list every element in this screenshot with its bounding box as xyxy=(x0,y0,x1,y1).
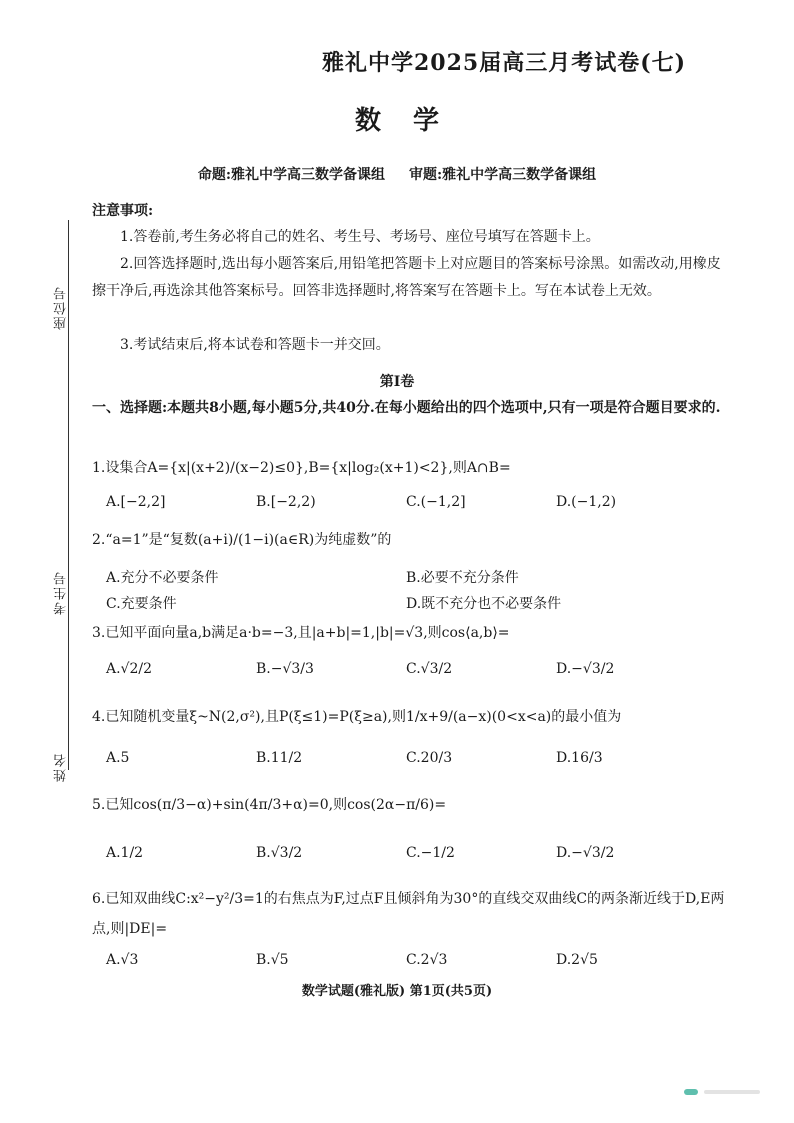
question-3: 3.已知平面向量a,b满足a·b=−3,且|a+b|=1,|b|=√3,则cos⟨a,b⟩= xyxy=(92,625,510,641)
section-heading: 一、选择题:本题共8小题,每小题5分,共40分.在每小题给出的四个选项中,只有一项是符合题目要求的. xyxy=(92,400,721,416)
option-d: D.−√3/2 xyxy=(556,845,615,861)
watermark-mark xyxy=(684,1089,698,1095)
option-a: A.√2/2 xyxy=(106,661,153,677)
question-6: 6.已知双曲线C:x²−y²/3=1的右焦点为F,过点F且倾斜角为30°的直线交双曲线C的两条渐近线于D,E两点,则|DE|= xyxy=(92,891,725,937)
author-credit: 命题:雅礼中学高三数学备课组 xyxy=(197,167,385,183)
question-1: 1.设集合A={x|(x+2)/(x−2)≤0},B={x|log₂(x+1)<2},则A∩B= xyxy=(92,460,511,476)
student-name-label: 姓名 xyxy=(54,752,69,782)
option-a: A.[−2,2] xyxy=(106,494,166,510)
option-b: B.√3/2 xyxy=(256,845,303,861)
option-a: A.√3 xyxy=(106,952,139,968)
option-b: B.11/2 xyxy=(256,750,303,766)
option-b: B.必要不充分条件 xyxy=(406,570,519,586)
question-6-options xyxy=(106,952,706,968)
exam-number-label: 考生号 xyxy=(54,570,69,615)
question-2-options xyxy=(106,567,706,587)
author-line xyxy=(0,164,794,184)
option-d: D.既不充分也不必要条件 xyxy=(406,596,562,612)
option-a: A.充分不必要条件 xyxy=(106,570,219,586)
option-c: C.√3/2 xyxy=(406,661,453,677)
option-d: D.2√5 xyxy=(556,952,598,968)
option-d: D.16/3 xyxy=(556,750,603,766)
note-item: 2.回答选择题时,选出每小题答案后,用铅笔把答题卡上对应题目的答案标号涂黑。如需改动,用橡皮擦干净后,再选涂其他答案标号。回答非选择题时,将答案写在答题卡上。写在本试卷上无效。 xyxy=(92,256,721,299)
option-d: D.(−1,2) xyxy=(556,494,617,510)
question-1-options xyxy=(106,494,706,510)
exam-title: 雅礼中学2025届高三月考试卷(七) xyxy=(322,50,687,76)
question-2: 2.“a=1”是“复数(a+i)/(1−i)(a∈R)为纯虚数”的 xyxy=(92,532,392,548)
question-4: 4.已知随机变量ξ~N(2,σ²),且P(ξ≤1)=P(ξ≥a),则1/x+9/(a−x)(0<x<a)的最小值为 xyxy=(92,709,622,725)
seat-number-label: 座位号 xyxy=(54,285,69,330)
option-c: C.充要条件 xyxy=(106,596,177,612)
option-b: B.[−2,2) xyxy=(256,494,316,510)
page-footer: 数学试题(雅礼版) 第1页(共5页) xyxy=(301,984,493,999)
option-c: C.(−1,2] xyxy=(406,494,466,510)
note-item: 1.答卷前,考生务必将自己的姓名、考生号、考场号、座位号填写在答题卡上。 xyxy=(120,229,600,245)
subject-title: 数学 xyxy=(354,106,471,136)
note-item: 3.考试结束后,将本试卷和答题卡一并交回。 xyxy=(120,337,390,353)
question-5: 5.已知cos(π/3−α)+sin(4π/3+α)=0,则cos(2α−π/6)= xyxy=(92,797,447,813)
option-c: C.−1/2 xyxy=(406,845,455,861)
reviewer-credit: 审题:雅礼中学高三数学备课组 xyxy=(409,167,597,183)
question-3-options xyxy=(106,661,706,677)
question-5-options xyxy=(106,845,706,861)
question-2-options-row2 xyxy=(106,593,706,613)
option-b: B.√5 xyxy=(256,952,289,968)
option-d: D.−√3/2 xyxy=(556,661,615,677)
option-b: B.−√3/3 xyxy=(256,661,314,677)
option-a: A.1/2 xyxy=(106,845,144,861)
question-4-options xyxy=(106,750,706,766)
part-title: 第Ⅰ卷 xyxy=(379,374,415,390)
option-a: A.5 xyxy=(106,750,130,766)
option-c: C.2√3 xyxy=(406,952,448,968)
option-c: C.20/3 xyxy=(406,750,453,766)
watermark-text xyxy=(704,1090,760,1094)
watermark xyxy=(684,1085,764,1099)
notes-heading: 注意事项: xyxy=(92,203,154,219)
